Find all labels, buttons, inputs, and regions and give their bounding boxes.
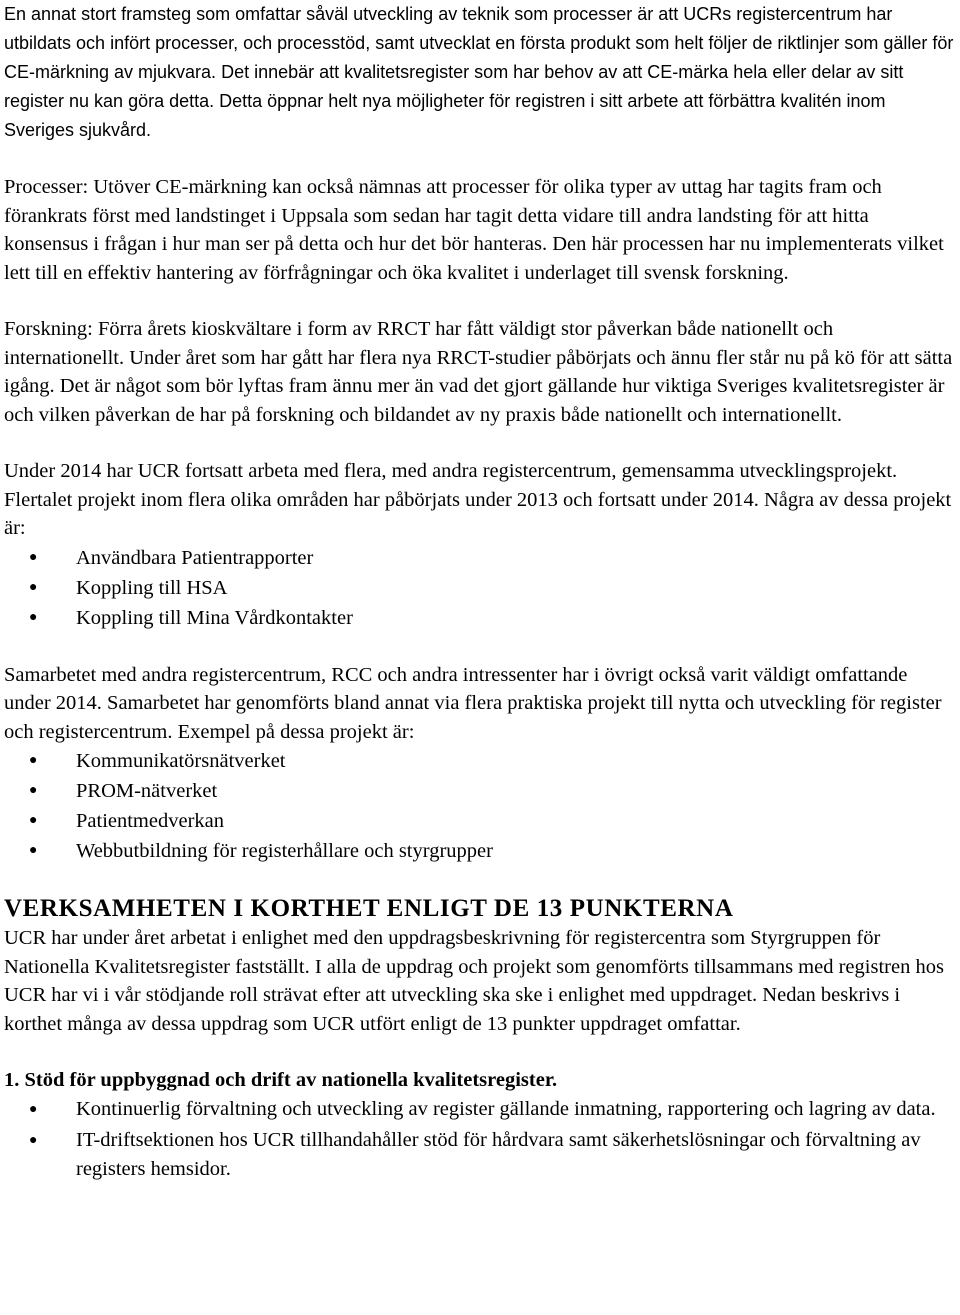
project-list-1 (4, 543, 958, 633)
point-1-heading: 1. Stöd för uppbyggnad och drift av nationella kvalitetsregister. (4, 1069, 558, 1091)
forskning-paragraph: Forskning: Förra årets kioskvältare i form av RRCT har fått väldigt stor påverkan både nationellt och internationellt. Under året som har gått har flera nya RRCT-studier påbörjats och ännu fler står nu på kö för att sätta igång. Det är något som bör lyftas fram ännu mer än vad det gjort gällande hur viktiga Sveriges kvalitetsregister är och vilken påverkan de har på forskning och bildandet av ny praxis både nationellt och internationellt. (4, 318, 953, 426)
list-item: ● Patientmedverkan (4, 806, 958, 836)
processer-paragraph: Processer: Utöver CE-märkning kan också nämnas att processer för olika typer av uttag har tagits fram och förankrats först med landstinget i Uppsala som sedan har tagit detta vidare till andra landsting för att hitta konsensus i frågan i hur man ser på detta och hur det bör hanteras. Den här processen har nu implementerats vilket lett till en effektiv hantering av förfrågningar och öka kvalitet i underlaget till svensk forskning. (4, 176, 944, 284)
list-item: ● Koppling till HSA (4, 573, 958, 603)
section-intro-paragraph: UCR har under året arbetat i enlighet med den uppdragsbeskrivning för registercentra som Styrgruppen för Nationella Kvalitetsregister fastställt. I alla de uppdrag och projekt som genomförts tillsammans med registren hos UCR har vi i vår stödjande roll strävat efter att utveckling ska ske i enlighet med uppdraget. Nedan beskrivs i korthet många av dessa uppdrag som UCR utfört enligt de 13 punkter uppdraget omfattar. (4, 927, 944, 1035)
list-item: ● Användbara Patientrapporter (4, 543, 958, 573)
document-page (4, 0, 958, 1184)
intro-paragraph: En annat stort framsteg som omfattar såväl utveckling av teknik som processer är att UCRs registercentrum har utbildats och infört processer, och processtöd, samt utvecklat en första produkt som helt följer de riktlinjer som gäller för CE-märkning av mjukvara. Det innebär att kvalitetsregister som har behov av att CE-märka hela eller delar av sitt register nu kan göra detta. Detta öppnar helt nya möjligheter för registren i sitt arbete att förbättra kvalitén inom Sveriges sjukvård. (4, 4, 954, 140)
bullet-icon: ● (29, 579, 38, 595)
bullet-icon: ● (29, 843, 38, 858)
list-item: ● IT-driftsektionen hos UCR tillhandahåller stöd för hårdvara samt säkerhetslösningar och förvaltning av registers hemsidor. (4, 1126, 958, 1184)
list-item: ● Webbutbildning för registerhållare och styrgrupper (4, 836, 958, 866)
section-heading: VERKSAMHETEN I KORTHET ENLIGT DE 13 PUNKTERNA (4, 895, 734, 922)
list-item: ● PROM-nätverket (4, 776, 958, 806)
project-list-2 (4, 746, 958, 866)
under-2014-paragraph: Under 2014 har UCR fortsatt arbeta med flera, med andra registercentrum, gemensamma utvecklingsprojekt. Flertalet projekt inom flera olika områden har påbörjats under 2013 och fortsatt under 2014. Några av dessa projekt är: (4, 460, 952, 539)
bullet-icon: ● (29, 813, 38, 828)
bullet-icon: ● (29, 753, 38, 768)
samarbetet-paragraph: Samarbetet med andra registercentrum, RCC och andra intressenter har i övrigt också varit väldigt omfattande under 2014. Samarbetet har genomförts bland annat via flera praktiska projekt till nytta och utveckling för register och registercentrum. Exempel på dessa projekt är: (4, 663, 942, 743)
bullet-icon: ● (29, 1102, 38, 1117)
list-item: ● Kommunikatörsnätverket (4, 746, 958, 776)
bullet-icon: ● (29, 549, 38, 565)
list-item: ● Kontinuerlig förvaltning och utveckling av register gällande inmatning, rapportering och lagring av data. (4, 1095, 958, 1124)
list-item: ● Koppling till Mina Vårdkontakter (4, 603, 958, 633)
bullet-icon: ● (29, 1133, 38, 1148)
bullet-icon: ● (29, 783, 38, 798)
point-1-list (4, 1095, 958, 1184)
bullet-icon: ● (29, 609, 38, 625)
